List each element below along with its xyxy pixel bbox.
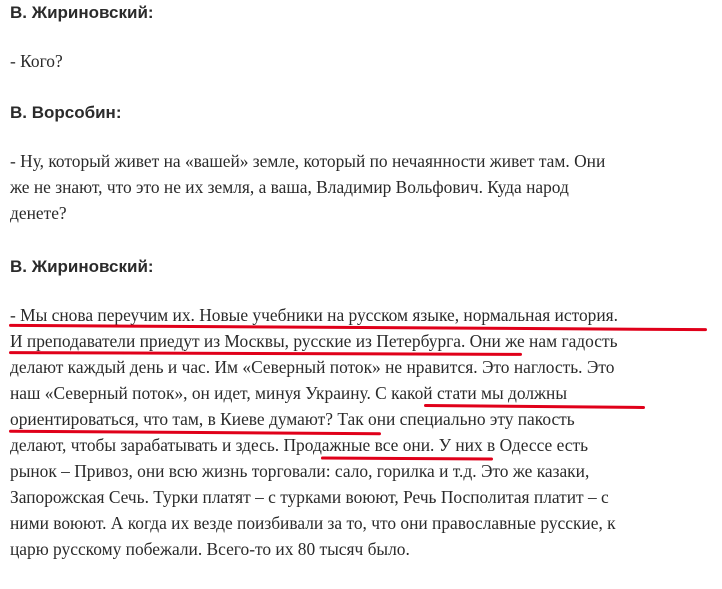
speaker-label: В. Ворсобин:	[10, 103, 122, 122]
text-line: ними воюют. А когда их везде поизбивали за то, что они православные русские, к	[10, 513, 616, 533]
question-paragraph	[10, 148, 710, 226]
speaker-label: В. Жириновский:	[10, 257, 154, 276]
text-line: - Кого?	[10, 51, 63, 71]
text-line: царю русскому побежали. Всего-то их 80 тысяч было.	[10, 539, 410, 559]
text-line: делают, чтобы зарабатывать и здесь. Продажные все они. У них в Одессе есть	[10, 435, 589, 455]
text-line: делают каждый день и час. Им «Северный поток» не нравится. Это наглость. Это	[10, 357, 615, 377]
text-line: ориентироваться, что там, в Киеве думают? Так они специально эту пакость	[10, 409, 575, 429]
text-line: И преподаватели приедут из Москвы, русские из Петербурга. Они же нам гадость	[10, 331, 618, 351]
text-line: наш «Северный поток», он идет, минуя Украину. С какой стати мы должны	[10, 383, 568, 403]
text-line: рынок – Привоз, они всю жизнь торговали: сало, горилка и т.д. Это же казаки,	[10, 461, 590, 481]
text-line: Запорожская Сечь. Турки платят – с турками воюют, Речь Посполитая платит – с	[10, 487, 609, 507]
speaker-label: В. Жириновский:	[10, 3, 154, 22]
reply-paragraph	[10, 48, 710, 74]
text-line: - Ну, который живет на «вашей» земле, который по нечаянности живет там. Они	[10, 151, 606, 171]
text-line: - Мы снова переучим их. Новые учебники на русском языке, нормальная история.	[10, 305, 618, 325]
text-line: денете?	[10, 203, 67, 223]
text-line: же не знают, что это не их земля, а ваша, Владимир Вольфович. Куда народ	[10, 177, 569, 197]
